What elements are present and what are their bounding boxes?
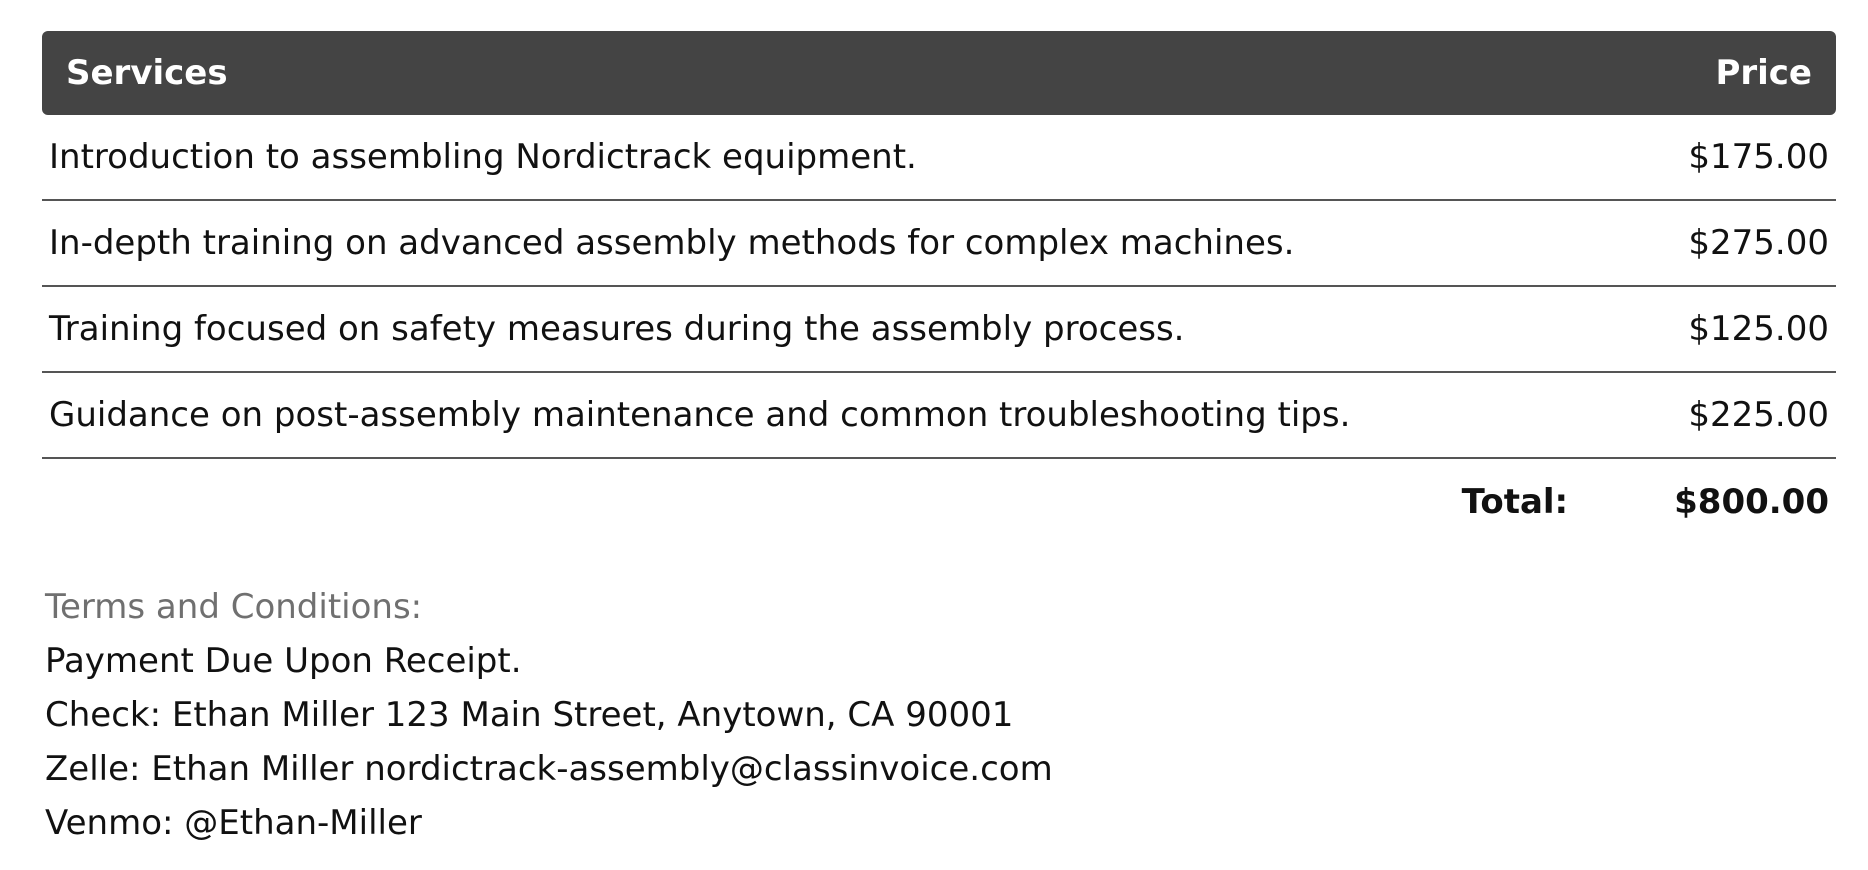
service-price: $175.00 xyxy=(1688,137,1829,177)
table-row xyxy=(42,115,1836,201)
price-column-header: Price xyxy=(1715,53,1812,93)
service-price: $275.00 xyxy=(1688,223,1829,263)
total-amount: $800.00 xyxy=(1674,482,1829,522)
service-description: In-depth training on advanced assembly methods for complex machines. xyxy=(49,223,1295,263)
terms-line-venmo: Venmo: @Ethan-Miller xyxy=(45,803,422,843)
services-column-header: Services xyxy=(66,53,228,93)
terms-line-payment-due: Payment Due Upon Receipt. xyxy=(45,641,522,681)
total-line xyxy=(42,459,1836,545)
table-row xyxy=(42,373,1836,459)
service-price: $225.00 xyxy=(1688,395,1829,435)
total-label: Total: xyxy=(1461,482,1569,522)
terms-title: Terms and Conditions: xyxy=(45,587,423,627)
service-price: $125.00 xyxy=(1688,309,1829,349)
table-header xyxy=(42,31,1836,115)
service-description: Introduction to assembling Nordictrack equipment. xyxy=(49,137,917,177)
service-rows xyxy=(42,115,1836,459)
terms-and-conditions xyxy=(45,580,1053,850)
service-description: Guidance on post-assembly maintenance and common troubleshooting tips. xyxy=(49,395,1351,435)
terms-line-check: Check: Ethan Miller 123 Main Street, Anytown, CA 90001 xyxy=(45,695,1014,735)
service-description: Training focused on safety measures during the assembly process. xyxy=(49,309,1185,349)
table-row xyxy=(42,287,1836,373)
invoice-services-table xyxy=(42,31,1836,545)
table-row xyxy=(42,201,1836,287)
terms-line-zelle: Zelle: Ethan Miller nordictrack-assembly@classinvoice.com xyxy=(45,749,1053,789)
